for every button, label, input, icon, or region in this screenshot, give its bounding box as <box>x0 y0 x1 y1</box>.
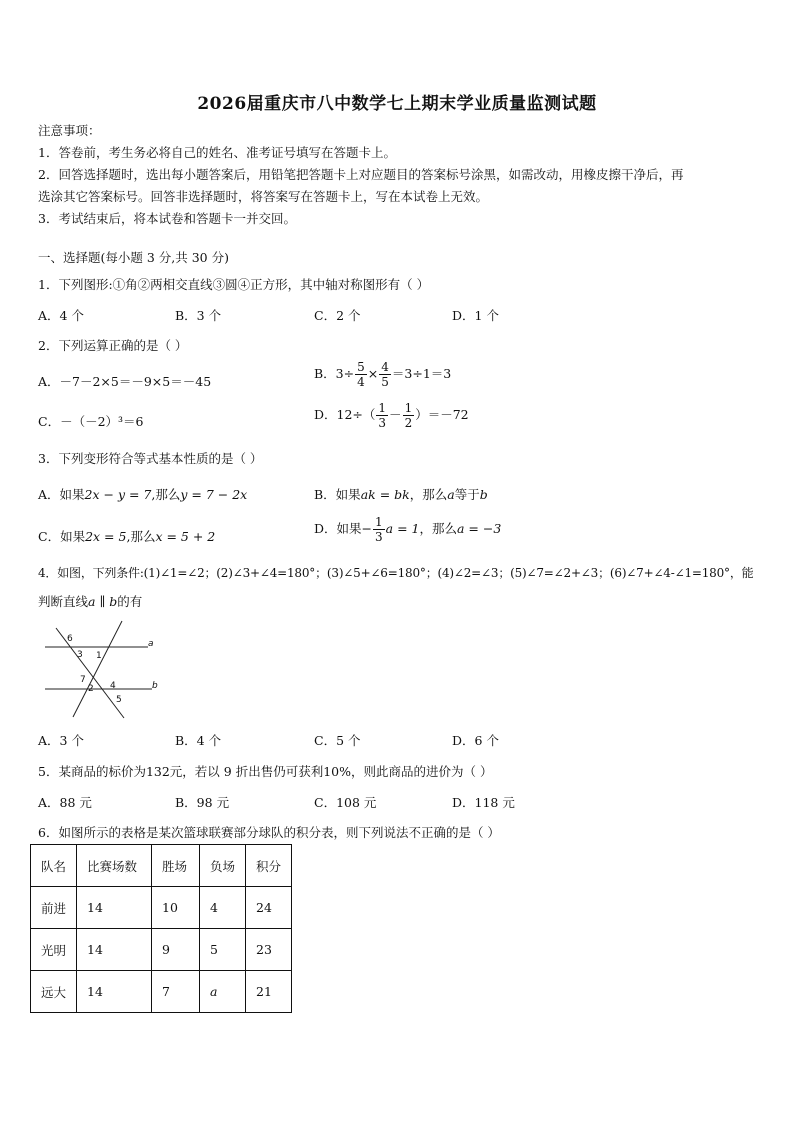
angle-label-3: 3 <box>77 650 83 660</box>
question-4-stem-cont <box>38 592 142 610</box>
fraction <box>376 401 388 430</box>
question-1-stem: 1．下列图形:①角②两相交直线③圆④正方形，其中轴对称图形有（ ） <box>38 277 430 292</box>
table-cell: 23 <box>246 929 292 971</box>
q4-option-c: C．5 个 <box>314 733 361 748</box>
column-header: 积分 <box>246 845 292 887</box>
denominator: 3 <box>378 416 387 430</box>
math-expression: x = 5 + 2 <box>155 529 216 544</box>
table-cell: 14 <box>77 971 152 1013</box>
denominator: 5 <box>381 375 389 389</box>
q4-option-d: D．6 个 <box>452 733 499 748</box>
option-text: 等于 <box>454 487 480 502</box>
q1-option-a: A．4 个 <box>38 308 84 323</box>
table-cell: 4 <box>200 887 246 929</box>
question-5-stem: 5．某商品的标价为132元，若以 9 折出售仍可获利10%，则此商品的进价为（ ） <box>38 764 493 779</box>
q5-option-b: B．98 元 <box>175 795 230 810</box>
table-cell: 前进 <box>31 887 77 929</box>
option-text: ，那么 <box>409 487 448 502</box>
notice-item: 3．考试结束后，将本试卷和答题卡一并交回。 <box>38 211 296 226</box>
stem-text: 判断直线 <box>38 594 89 609</box>
transversal-2 <box>73 621 122 717</box>
math-expression: a = −3 <box>456 521 502 536</box>
q2-b-suffix: ＝3÷1＝3 <box>391 366 452 381</box>
notice-item: 选涂其它答案标号。回答非选择题时，将答案写在答题卡上，写在本试卷上无效。 <box>38 189 489 204</box>
numerator: 4 <box>381 360 389 374</box>
fraction <box>379 360 391 389</box>
line-label-b: b <box>152 681 158 691</box>
line-label-a: a <box>148 639 154 649</box>
table-cell: a <box>200 971 246 1013</box>
column-header: 负场 <box>200 845 246 887</box>
q4-option-a: A．3 个 <box>38 733 84 748</box>
angle-label-2: 2 <box>88 684 94 694</box>
q1-option-b: B．3 个 <box>175 308 222 323</box>
fraction <box>373 515 385 544</box>
table-cell: 光明 <box>31 929 77 971</box>
q3-option-a <box>38 485 247 503</box>
math-expression: 2x − y = 7 <box>84 487 152 502</box>
table-cell: 14 <box>77 887 152 929</box>
q3-option-c <box>38 527 215 545</box>
math-expression: a = 1 <box>385 521 420 536</box>
table-cell: 7 <box>152 971 200 1013</box>
option-text: ,那么 <box>151 487 181 502</box>
table-row <box>31 887 292 929</box>
q2-option-b <box>314 360 451 389</box>
q2-d-prefix: D．12÷（ <box>314 407 376 422</box>
angle-label-4: 4 <box>110 681 116 691</box>
fraction <box>403 401 415 430</box>
q1-option-c: C．2 个 <box>314 308 361 323</box>
stem-text: 的有 <box>117 594 143 609</box>
table-row <box>31 929 292 971</box>
option-text: C．如果 <box>38 529 86 544</box>
angle-label-7: 7 <box>80 675 86 685</box>
table-cell: 10 <box>152 887 200 929</box>
question-6-stem: 6．如图所示的表格是某次篮球联赛部分球队的积分表，则下列说法不正确的是（ ） <box>38 825 500 840</box>
denominator: 3 <box>375 530 383 544</box>
angle-label-5: 5 <box>116 695 122 705</box>
option-text: ，那么 <box>419 521 457 536</box>
column-header: 比赛场数 <box>77 845 152 887</box>
option-text: D．如果− <box>314 521 372 536</box>
parallel-lines-figure <box>40 616 170 721</box>
q1-option-d: D．1 个 <box>452 308 499 323</box>
page-title: 2026届重庆市八中数学七上期末学业质量监测试题 <box>197 94 597 114</box>
q5-option-a: A．88 元 <box>38 795 92 810</box>
notice-item: 1．答卷前，考生务必将自己的姓名、准考证号填写在答题卡上。 <box>38 145 396 160</box>
column-header: 队名 <box>31 845 77 887</box>
question-2-stem: 2．下列运算正确的是（ ） <box>38 338 188 353</box>
minus-sign: － <box>389 407 402 422</box>
angle-label-1: 1 <box>96 651 102 661</box>
math-expression: y = 7 − 2x <box>180 487 248 502</box>
math-expression: 2x = 5 <box>85 529 127 544</box>
q2-option-d <box>314 401 469 430</box>
table-cell: 14 <box>77 929 152 971</box>
denominator: 2 <box>404 416 413 430</box>
q2-option-c: C．－（－2）³＝6 <box>38 414 144 429</box>
table-cell: 9 <box>152 929 200 971</box>
numerator: 5 <box>357 360 365 374</box>
math-expression: ak = bk <box>360 487 410 502</box>
column-header: 胜场 <box>152 845 200 887</box>
notice-item: 2．回答选择题时，选出每小题答案后，用铅笔把答题卡上对应题目的答案标号涂黑，如需改动，用橡皮擦干净后，再 <box>38 167 684 182</box>
table-row <box>31 971 292 1013</box>
q2-option-a: A．－7－2×5＝－9×5＝－45 <box>38 374 212 389</box>
q3-option-d <box>314 515 501 544</box>
fraction <box>355 360 367 389</box>
table-cell: 24 <box>246 887 292 929</box>
table-cell: 21 <box>246 971 292 1013</box>
section-heading: 一、选择题(每小题 3 分,共 30 分) <box>38 250 229 265</box>
math-expression: b <box>479 487 488 502</box>
q4-option-b: B．4 个 <box>175 733 222 748</box>
question-4-stem: 4．如图，下列条件:(1)∠1=∠2；(2)∠3+∠4=180°；(3)∠5+∠6=180°；(4)∠2=∠3；(5)∠7=∠2+∠3；(6)∠7+∠4-∠1=180°，能 <box>38 566 754 580</box>
q2-b-prefix: B．3÷ <box>314 366 355 381</box>
numerator: 1 <box>378 401 387 415</box>
table-cell: 5 <box>200 929 246 971</box>
score-table <box>30 844 292 1013</box>
q5-option-d: D．118 元 <box>452 795 515 810</box>
option-text: ,那么 <box>126 529 156 544</box>
question-3-stem: 3．下列变形符合等式基本性质的是（ ） <box>38 451 263 466</box>
q5-option-c: C．108 元 <box>314 795 377 810</box>
angle-label-6: 6 <box>67 634 73 644</box>
denominator: 4 <box>357 375 365 389</box>
table-cell: 远大 <box>31 971 77 1013</box>
numerator: 1 <box>375 515 383 529</box>
numerator: 1 <box>404 401 413 415</box>
times-sign: × <box>367 366 379 381</box>
option-text: A．如果 <box>38 487 85 502</box>
table-header-row <box>31 845 292 887</box>
math-expression: a <box>447 487 455 502</box>
q3-option-b <box>314 485 488 503</box>
q2-d-suffix: ）＝－72 <box>415 407 469 422</box>
math-expression: a ∥ b <box>88 594 118 609</box>
notice-heading: 注意事项： <box>38 123 101 138</box>
option-text: B．如果 <box>314 487 361 502</box>
